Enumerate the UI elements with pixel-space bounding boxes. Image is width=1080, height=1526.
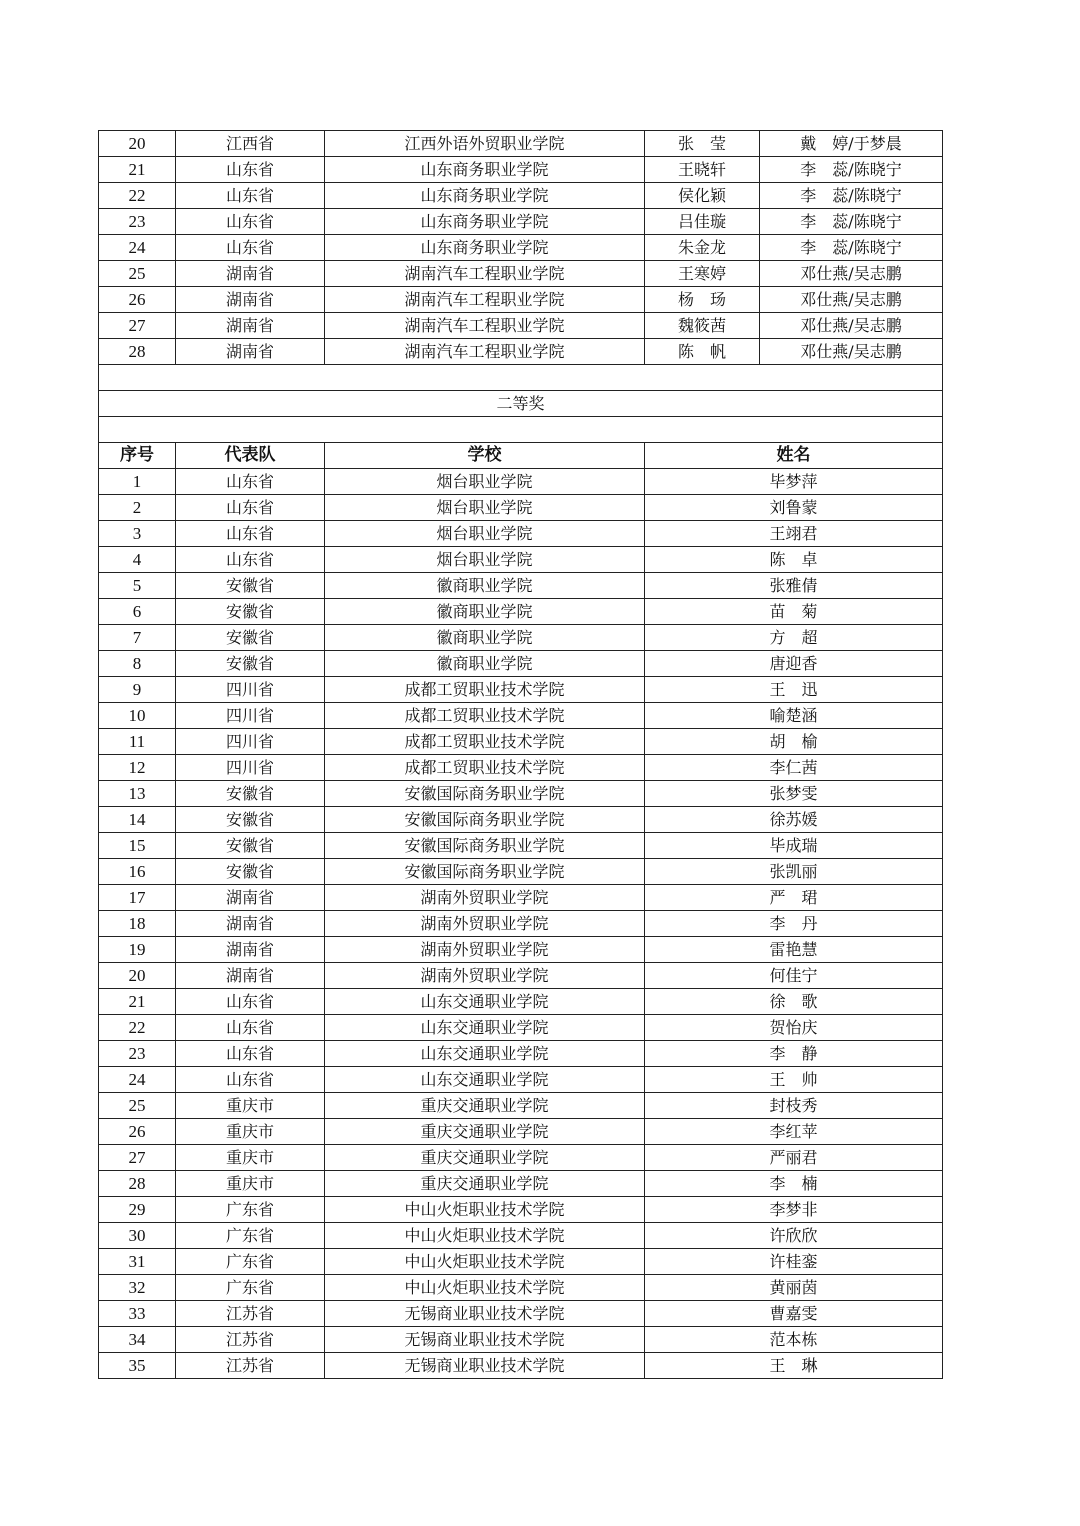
row-team: 重庆市: [176, 1171, 325, 1197]
row-school: 中山火炬职业技术学院: [325, 1249, 645, 1275]
row-student: 王晓轩: [645, 157, 760, 183]
table-row: [99, 937, 943, 963]
row-student: 魏筱茜: [645, 313, 760, 339]
row-student: 王寒婷: [645, 261, 760, 287]
row-team: 山东省: [176, 235, 325, 261]
table-row: [99, 573, 943, 599]
table-row: [99, 183, 943, 209]
row-team: 安徽省: [176, 833, 325, 859]
row-number: 21: [99, 157, 176, 183]
row-name: 李红苹: [645, 1119, 943, 1145]
row-number: 33: [99, 1301, 176, 1327]
row-school: 山东交通职业学院: [325, 1041, 645, 1067]
table-row: [99, 599, 943, 625]
row-coach: 李 蕊/陈晓宁: [760, 235, 943, 261]
row-school: 山东商务职业学院: [325, 183, 645, 209]
row-name: 李 楠: [645, 1171, 943, 1197]
row-number: 25: [99, 261, 176, 287]
row-team: 山东省: [176, 183, 325, 209]
table-row: [99, 1301, 943, 1327]
row-number: 1: [99, 469, 176, 495]
row-school: 徽商职业学院: [325, 599, 645, 625]
row-school: 无锡商业职业技术学院: [325, 1353, 645, 1379]
row-team: 重庆市: [176, 1093, 325, 1119]
row-team: 湖南省: [176, 287, 325, 313]
section-block: [99, 365, 943, 469]
table-row: [99, 833, 943, 859]
row-name: 李 丹: [645, 911, 943, 937]
row-team: 山东省: [176, 495, 325, 521]
row-school: 山东交通职业学院: [325, 1067, 645, 1093]
row-number: 18: [99, 911, 176, 937]
row-name: 范本栋: [645, 1327, 943, 1353]
row-team: 安徽省: [176, 599, 325, 625]
row-school: 湖南汽车工程职业学院: [325, 313, 645, 339]
row-name: 张雅倩: [645, 573, 943, 599]
row-number: 34: [99, 1327, 176, 1353]
row-school: 山东商务职业学院: [325, 235, 645, 261]
row-number: 20: [99, 131, 176, 157]
row-name: 张梦雯: [645, 781, 943, 807]
table-row: [99, 911, 943, 937]
row-school: 重庆交通职业学院: [325, 1119, 645, 1145]
row-school: 安徽国际商务职业学院: [325, 859, 645, 885]
row-school: 安徽国际商务职业学院: [325, 807, 645, 833]
row-school: 江西外语外贸职业学院: [325, 131, 645, 157]
table-row: [99, 885, 943, 911]
row-name: 张凯丽: [645, 859, 943, 885]
awards-table: [98, 130, 943, 1379]
row-school: 重庆交通职业学院: [325, 1093, 645, 1119]
row-team: 山东省: [176, 209, 325, 235]
header-team: 代表队: [176, 443, 325, 469]
row-number: 19: [99, 937, 176, 963]
table-row: [99, 1327, 943, 1353]
table-row: [99, 339, 943, 365]
row-school: 湖南汽车工程职业学院: [325, 287, 645, 313]
row-name: 封枝秀: [645, 1093, 943, 1119]
table-row: [99, 781, 943, 807]
row-number: 10: [99, 703, 176, 729]
table-row: [99, 755, 943, 781]
row-name: 唐迎香: [645, 651, 943, 677]
row-name: 许桂銮: [645, 1249, 943, 1275]
row-school: 山东交通职业学院: [325, 1015, 645, 1041]
table-row: [99, 469, 943, 495]
header-name: 姓名: [645, 443, 943, 469]
row-school: 烟台职业学院: [325, 521, 645, 547]
row-school: 无锡商业职业技术学院: [325, 1327, 645, 1353]
row-team: 湖南省: [176, 963, 325, 989]
row-team: 湖南省: [176, 261, 325, 287]
row-number: 12: [99, 755, 176, 781]
table-row: [99, 1275, 943, 1301]
row-school: 湖南汽车工程职业学院: [325, 261, 645, 287]
table-row: [99, 703, 943, 729]
table-row: [99, 1119, 943, 1145]
row-number: 24: [99, 235, 176, 261]
row-name: 刘鲁蒙: [645, 495, 943, 521]
row-number: 13: [99, 781, 176, 807]
table-row: [99, 1223, 943, 1249]
row-school: 山东商务职业学院: [325, 157, 645, 183]
row-number: 23: [99, 1041, 176, 1067]
row-name: 王 迅: [645, 677, 943, 703]
row-name: 方 超: [645, 625, 943, 651]
blank-row: [99, 365, 943, 391]
row-team: 安徽省: [176, 625, 325, 651]
row-number: 31: [99, 1249, 176, 1275]
row-team: 江苏省: [176, 1327, 325, 1353]
row-school: 成都工贸职业技术学院: [325, 703, 645, 729]
row-number: 24: [99, 1067, 176, 1093]
row-number: 4: [99, 547, 176, 573]
row-student: 陈 帆: [645, 339, 760, 365]
row-team: 四川省: [176, 755, 325, 781]
row-number: 11: [99, 729, 176, 755]
row-number: 28: [99, 339, 176, 365]
row-name: 喻楚涵: [645, 703, 943, 729]
table-row: [99, 1145, 943, 1171]
table-row: [99, 313, 943, 339]
row-team: 广东省: [176, 1249, 325, 1275]
row-team: 广东省: [176, 1223, 325, 1249]
row-team: 安徽省: [176, 573, 325, 599]
row-number: 28: [99, 1171, 176, 1197]
table-row: [99, 989, 943, 1015]
row-team: 江西省: [176, 131, 325, 157]
first-prize-continued: [99, 131, 943, 365]
row-name: 苗 菊: [645, 599, 943, 625]
row-name: 严丽君: [645, 1145, 943, 1171]
row-number: 2: [99, 495, 176, 521]
row-name: 雷艳慧: [645, 937, 943, 963]
row-name: 李梦非: [645, 1197, 943, 1223]
row-number: 5: [99, 573, 176, 599]
table-row: [99, 651, 943, 677]
row-number: 27: [99, 1145, 176, 1171]
row-name: 李仁茜: [645, 755, 943, 781]
row-student: 吕佳璇: [645, 209, 760, 235]
row-name: 陈 卓: [645, 547, 943, 573]
row-name: 王 琳: [645, 1353, 943, 1379]
row-school: 重庆交通职业学院: [325, 1171, 645, 1197]
row-coach: 邓仕燕/吴志鹏: [760, 339, 943, 365]
row-student: 侯化颖: [645, 183, 760, 209]
table-row: [99, 261, 943, 287]
section-title: 二等奖: [99, 391, 943, 417]
row-team: 重庆市: [176, 1145, 325, 1171]
row-number: 8: [99, 651, 176, 677]
table-row: [99, 807, 943, 833]
row-team: 广东省: [176, 1197, 325, 1223]
row-team: 江苏省: [176, 1301, 325, 1327]
table-row: [99, 1041, 943, 1067]
row-name: 黄丽茵: [645, 1275, 943, 1301]
row-team: 湖南省: [176, 885, 325, 911]
row-school: 山东商务职业学院: [325, 209, 645, 235]
table-row: [99, 1067, 943, 1093]
row-name: 胡 榆: [645, 729, 943, 755]
table-row: [99, 547, 943, 573]
row-school: 成都工贸职业技术学院: [325, 729, 645, 755]
row-name: 毕成瑞: [645, 833, 943, 859]
header-no: 序号: [99, 443, 176, 469]
table-row: [99, 1015, 943, 1041]
row-team: 山东省: [176, 1015, 325, 1041]
row-school: 烟台职业学院: [325, 469, 645, 495]
row-team: 四川省: [176, 729, 325, 755]
blank-row: [99, 417, 943, 443]
row-number: 32: [99, 1275, 176, 1301]
table-row: [99, 1353, 943, 1379]
row-number: 20: [99, 963, 176, 989]
row-team: 四川省: [176, 677, 325, 703]
row-team: 湖南省: [176, 911, 325, 937]
row-number: 15: [99, 833, 176, 859]
row-name: 曹嘉雯: [645, 1301, 943, 1327]
row-number: 27: [99, 313, 176, 339]
row-school: 安徽国际商务职业学院: [325, 781, 645, 807]
row-coach: 李 蕊/陈晓宁: [760, 157, 943, 183]
table-row: [99, 729, 943, 755]
table-row: [99, 287, 943, 313]
row-number: 9: [99, 677, 176, 703]
table-row: [99, 625, 943, 651]
table-row: [99, 1249, 943, 1275]
table-row: [99, 235, 943, 261]
row-name: 徐苏媛: [645, 807, 943, 833]
row-school: 无锡商业职业技术学院: [325, 1301, 645, 1327]
table-row: [99, 963, 943, 989]
table-row: [99, 131, 943, 157]
row-team: 江苏省: [176, 1353, 325, 1379]
row-number: 7: [99, 625, 176, 651]
table-row: [99, 495, 943, 521]
row-number: 26: [99, 287, 176, 313]
header-school: 学校: [325, 443, 645, 469]
row-team: 安徽省: [176, 807, 325, 833]
row-school: 烟台职业学院: [325, 547, 645, 573]
row-number: 29: [99, 1197, 176, 1223]
row-number: 21: [99, 989, 176, 1015]
row-number: 22: [99, 1015, 176, 1041]
row-team: 山东省: [176, 547, 325, 573]
table-row: [99, 209, 943, 235]
row-school: 山东交通职业学院: [325, 989, 645, 1015]
row-name: 李 静: [645, 1041, 943, 1067]
row-name: 徐 歌: [645, 989, 943, 1015]
row-school: 徽商职业学院: [325, 573, 645, 599]
row-coach: 李 蕊/陈晓宁: [760, 209, 943, 235]
row-name: 许欣欣: [645, 1223, 943, 1249]
row-number: 35: [99, 1353, 176, 1379]
row-team: 重庆市: [176, 1119, 325, 1145]
row-school: 烟台职业学院: [325, 495, 645, 521]
row-number: 17: [99, 885, 176, 911]
row-school: 湖南外贸职业学院: [325, 885, 645, 911]
row-team: 安徽省: [176, 859, 325, 885]
row-school: 中山火炬职业技术学院: [325, 1223, 645, 1249]
row-team: 山东省: [176, 1067, 325, 1093]
row-team: 湖南省: [176, 313, 325, 339]
second-prize-rows: [99, 469, 943, 1379]
table-row: [99, 677, 943, 703]
row-name: 何佳宁: [645, 963, 943, 989]
row-team: 湖南省: [176, 339, 325, 365]
row-coach: 李 蕊/陈晓宁: [760, 183, 943, 209]
row-student: 张 莹: [645, 131, 760, 157]
table-row: [99, 1093, 943, 1119]
row-student: 杨 玚: [645, 287, 760, 313]
table-row: [99, 157, 943, 183]
row-team: 山东省: [176, 469, 325, 495]
row-team: 广东省: [176, 1275, 325, 1301]
row-name: 王 帅: [645, 1067, 943, 1093]
row-number: 26: [99, 1119, 176, 1145]
awards-sheet: [98, 130, 942, 1379]
row-coach: 邓仕燕/吴志鹏: [760, 287, 943, 313]
row-number: 30: [99, 1223, 176, 1249]
row-name: 王翊君: [645, 521, 943, 547]
row-number: 14: [99, 807, 176, 833]
row-team: 安徽省: [176, 651, 325, 677]
row-school: 安徽国际商务职业学院: [325, 833, 645, 859]
row-school: 中山火炬职业技术学院: [325, 1275, 645, 1301]
row-school: 湖南外贸职业学院: [325, 937, 645, 963]
row-number: 23: [99, 209, 176, 235]
row-school: 徽商职业学院: [325, 625, 645, 651]
header-row: [99, 443, 943, 469]
row-coach: 邓仕燕/吴志鹏: [760, 261, 943, 287]
row-student: 朱金龙: [645, 235, 760, 261]
row-number: 6: [99, 599, 176, 625]
row-name: 毕梦萍: [645, 469, 943, 495]
row-number: 22: [99, 183, 176, 209]
row-school: 湖南汽车工程职业学院: [325, 339, 645, 365]
row-team: 山东省: [176, 1041, 325, 1067]
row-coach: 邓仕燕/吴志鹏: [760, 313, 943, 339]
row-school: 湖南外贸职业学院: [325, 911, 645, 937]
table-row: [99, 1171, 943, 1197]
row-team: 四川省: [176, 703, 325, 729]
row-name: 贺怡庆: [645, 1015, 943, 1041]
row-school: 中山火炬职业技术学院: [325, 1197, 645, 1223]
row-school: 湖南外贸职业学院: [325, 963, 645, 989]
row-number: 25: [99, 1093, 176, 1119]
row-school: 成都工贸职业技术学院: [325, 755, 645, 781]
row-team: 山东省: [176, 989, 325, 1015]
row-team: 山东省: [176, 521, 325, 547]
row-number: 16: [99, 859, 176, 885]
table-row: [99, 1197, 943, 1223]
row-number: 3: [99, 521, 176, 547]
table-row: [99, 859, 943, 885]
row-team: 安徽省: [176, 781, 325, 807]
row-school: 成都工贸职业技术学院: [325, 677, 645, 703]
row-name: 严 珺: [645, 885, 943, 911]
row-school: 徽商职业学院: [325, 651, 645, 677]
table-row: [99, 521, 943, 547]
row-coach: 戴 婷/于梦晨: [760, 131, 943, 157]
row-school: 重庆交通职业学院: [325, 1145, 645, 1171]
section-title-row: [99, 391, 943, 417]
row-team: 山东省: [176, 157, 325, 183]
row-team: 湖南省: [176, 937, 325, 963]
